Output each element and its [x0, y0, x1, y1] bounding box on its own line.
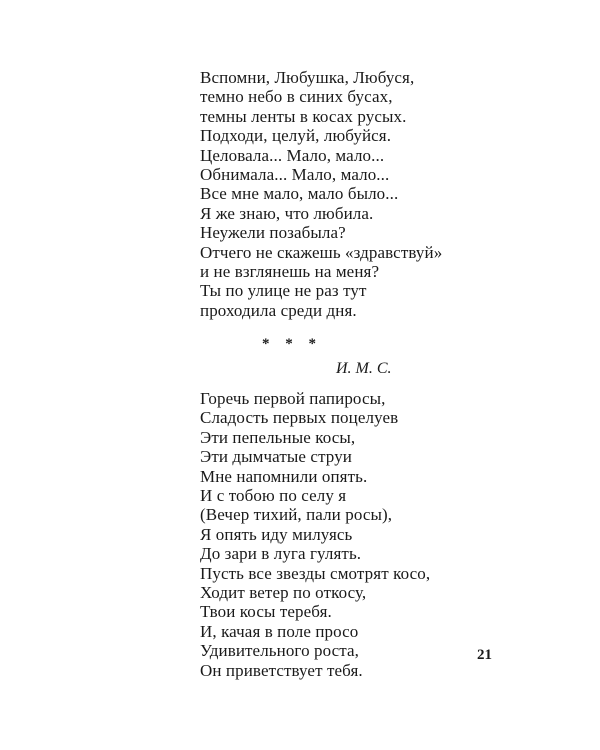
poem-line: И с тобою по селу я [200, 486, 347, 506]
poem-line: Отчего не скажешь «здравствуй» [200, 242, 443, 262]
poem-line: И, качая в поле просо [200, 621, 359, 641]
poem-line: Он приветствует тебя. [200, 660, 363, 680]
poem-second [200, 389, 430, 680]
poem-line: Неужели позабыла? [200, 223, 346, 243]
poem-line: Вспомни, Любушка, Любуся, [200, 68, 415, 87]
poem-line: проходила среди дня. [200, 300, 357, 320]
poem-line: (Вечер тихий, пали росы), [200, 505, 393, 525]
poem-line: Эти пепельные косы, [200, 427, 356, 447]
poem-line: Все мне мало, мало было... [200, 184, 399, 204]
poem-line: Я же знаю, что любила. [200, 203, 374, 223]
poem-line: Горечь первой папиросы, [200, 389, 386, 408]
poem-line: До зари в луга гулять. [200, 544, 362, 564]
poem-line: Твои косы теребя. [200, 602, 332, 622]
poem-line: Пусть все звезды смотрят косо, [200, 563, 431, 583]
poem-line: Подходи, целуй, любуйся. [200, 126, 392, 146]
poem-line: Ходит ветер по откосу, [200, 583, 367, 603]
poem-first [200, 68, 442, 320]
poem-line: Сладость первых поцелуев [200, 408, 399, 428]
page-number: 21 [477, 647, 492, 663]
poem-line: Эти дымчатые струи [200, 447, 352, 467]
poem-dedication: И. М. С. [336, 360, 392, 377]
poem-line: Обнимала... Мало, мало... [200, 165, 390, 185]
section-separator: * * * [262, 336, 322, 352]
poem-line: темны ленты в косах русых. [200, 106, 407, 126]
poem-line: Ты по улице не раз тут [200, 281, 367, 301]
poem-line: и не взглянешь на меня? [200, 262, 380, 282]
poem-line: Я опять иду милуясь [200, 524, 353, 544]
poem-line: Удивительного роста, [200, 641, 360, 661]
poem-line: Целовала... Мало, мало... [200, 145, 385, 165]
poem-line: Мне напомнили опять. [200, 466, 368, 486]
poem-line: темно небо в синих бусах, [200, 87, 393, 107]
